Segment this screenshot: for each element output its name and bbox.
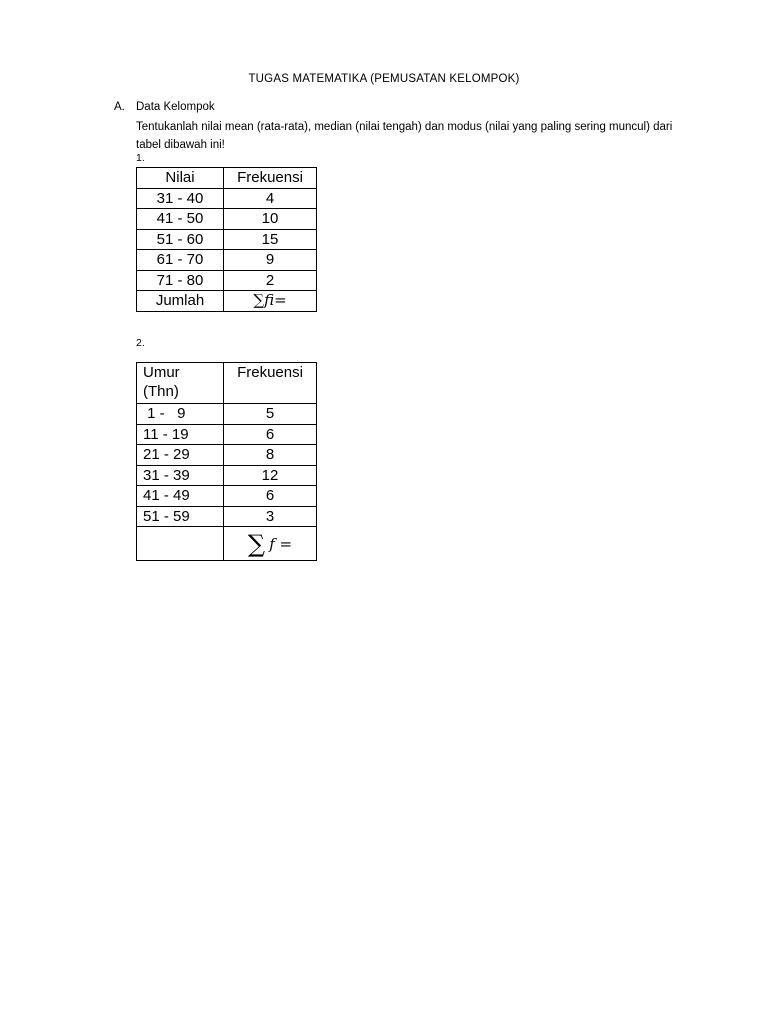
header-umur (137, 363, 224, 404)
cell-frequency: 2 (224, 270, 317, 291)
sum-text: f = (269, 534, 293, 553)
cell-range: 11 - 19 (137, 424, 224, 445)
cell-range: 51 - 60 (137, 229, 224, 250)
frequency-table-umur (136, 362, 317, 561)
cell-frequency: 9 (224, 250, 317, 271)
total-label: Jumlah (137, 291, 224, 312)
table-row (137, 424, 317, 445)
frequency-table-nilai (136, 167, 317, 312)
cell-range: 71 - 80 (137, 270, 224, 291)
sigma-symbol: ∑ (253, 291, 265, 310)
header-frekuensi: Frekuensi (224, 168, 317, 189)
table-row (137, 465, 317, 486)
cell-range: 31 - 40 (137, 188, 224, 209)
cell-frequency: 10 (224, 209, 317, 230)
cell-frequency: 5 (224, 404, 317, 425)
cell-range: 61 - 70 (137, 250, 224, 271)
problem-number-1: 1. (136, 152, 145, 164)
cell-range: 51 - 59 (137, 506, 224, 527)
cell-frequency: 4 (224, 188, 317, 209)
header-umur-line2: (Thn) (143, 383, 179, 400)
cell-frequency: 6 (224, 424, 317, 445)
sum-text: fi= (264, 291, 287, 310)
sum-formula (224, 291, 317, 312)
table-row (137, 445, 317, 466)
problem-number-2: 2. (136, 337, 145, 349)
table-header-row (137, 168, 317, 189)
table-total-row (137, 527, 317, 561)
header-frekuensi: Frekuensi (224, 363, 317, 404)
table-row (137, 188, 317, 209)
table-row (137, 250, 317, 271)
table-row (137, 229, 317, 250)
table-row (137, 209, 317, 230)
cell-range: 1 - 9 (137, 404, 224, 425)
table-header-row (137, 363, 317, 404)
instruction-text: Tentukanlah nilai mean (rata-rata), median (nilai tengah) dan modus (nilai yang paling sering muncul) dari tabel dibawah ini! (136, 121, 673, 151)
cell-range: 31 - 39 (137, 465, 224, 486)
cell-range: 41 - 50 (137, 209, 224, 230)
header-nilai: Nilai (137, 168, 224, 189)
sigma-symbol: ∑ (247, 529, 266, 558)
cell-frequency: 8 (224, 445, 317, 466)
table-row (137, 486, 317, 507)
total-label (137, 527, 224, 561)
cell-frequency: 6 (224, 486, 317, 507)
table-row (137, 404, 317, 425)
table-total-row (137, 291, 317, 312)
cell-frequency: 12 (224, 465, 317, 486)
cell-frequency: 3 (224, 506, 317, 527)
header-umur-line1: Umur (143, 364, 180, 381)
page-title: TUGAS MATEMATIKA (PEMUSATAN KELOMPOK) (248, 73, 520, 85)
sum-formula (224, 527, 317, 561)
cell-frequency: 15 (224, 229, 317, 250)
cell-range: 21 - 29 (137, 445, 224, 466)
table-row (137, 506, 317, 527)
section-heading: Data Kelompok (136, 101, 215, 113)
cell-range: 41 - 49 (137, 486, 224, 507)
section-marker: A. (114, 101, 125, 113)
table-row (137, 270, 317, 291)
